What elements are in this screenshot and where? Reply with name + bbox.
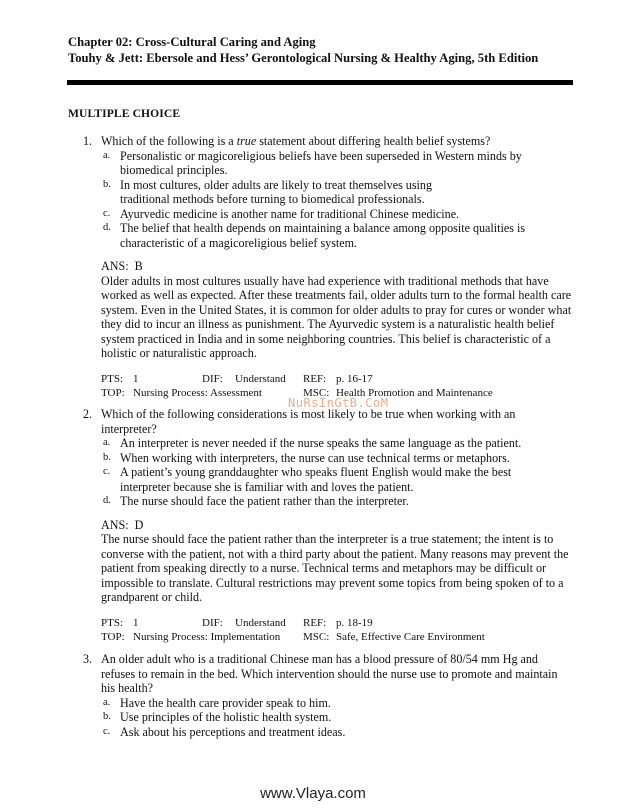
pts-label: PTS: — [101, 372, 124, 385]
option-text: Ayurvedic medicine is another name for traditional Chinese medicine. — [120, 206, 460, 221]
option-a — [83, 149, 573, 178]
book-title: Touhy & Jett: Ebersole and Hess’ Gerontological Nursing & Healthy Aging, 5th Edition — [68, 50, 539, 65]
option-text: Ask about his perceptions and treatment ideas. — [120, 724, 346, 739]
answer-value: D — [134, 517, 144, 532]
question-number: 2. — [83, 407, 93, 421]
option-text: Personalistic or magicoreligious beliefs have been superseded in Western minds by biomedical principles. — [120, 148, 522, 177]
option-letter: c. — [103, 725, 111, 737]
question-stem — [83, 407, 573, 436]
option-text: When working with interpreters, the nurse can use technical terms or metaphors. — [120, 450, 510, 465]
footer-url[interactable]: www.Vlaya.com — [260, 785, 366, 802]
stem-text: statement about differing health belief systems? — [256, 134, 491, 148]
option-b — [83, 710, 573, 725]
option-c — [83, 725, 573, 740]
dif-label: DIF: — [202, 616, 223, 629]
question-3 — [83, 652, 573, 739]
option-letter: c. — [103, 466, 111, 477]
msc-value: Health Promotion and Maintenance — [336, 386, 493, 399]
meta-row-1 — [101, 372, 573, 386]
stem-text: Which of the following is a — [101, 134, 237, 148]
option-text: A patient’s young granddaughter who speaks fluent English would make the best interpreter because she is familiar with and loves the patient. — [120, 465, 512, 494]
ref-value: p. 18-19 — [336, 616, 373, 629]
option-c — [83, 207, 573, 222]
option-letter: b. — [103, 711, 111, 722]
option-text: In most cultures, older adults are likely to treat themselves using traditional methods before turning to biomedical professionals. — [120, 177, 433, 206]
question-2 — [83, 407, 573, 644]
option-a — [83, 436, 573, 451]
pts-value: 1 — [133, 372, 139, 385]
option-letter: b. — [103, 451, 111, 463]
option-c — [83, 465, 573, 494]
pts-label: PTS: — [101, 616, 124, 629]
top-value: Nursing Process: Implementation — [133, 630, 281, 643]
top-value: Nursing Process: Assessment — [133, 386, 262, 399]
question-number: 3. — [83, 652, 93, 666]
rationale: The nurse should face the patient rather than the interpreter is a true statement; the intent is to converse with the patient, not with a third party about the patient. Many reasons may prevent the patient from speaking directly to a nurse. Technical terms and metaphors may be difficult or impossible to translate. Cultural restrictions may prevent some topics from being spoken of to a grandparent or child. — [101, 532, 569, 604]
answer-label: ANS: — [101, 517, 129, 532]
msc-label: MSC: — [303, 386, 330, 399]
answer-label: ANS: — [101, 259, 129, 273]
rationale: Older adults in most cultures usually have had experience with traditional methods that have worked as well as expected. After these treatments fail, older adults turn to the formal health care system. Even in the United States, it is common for older adults to pray for cures or wonder what they did to incur an illness as punishment. The Ayurvedic system is a naturalistic health belief system practiced in India and in some neighboring countries. This belief is characteristic of a holistic or naturalistic approach. — [101, 273, 572, 360]
question-meta — [83, 616, 573, 644]
chapter-title: Chapter 02: Cross-Cultural Caring and Aging — [68, 35, 316, 49]
option-letter: d. — [103, 495, 111, 506]
option-text: The nurse should face the patient rather than the interpreter. — [120, 494, 409, 508]
question-1 — [83, 134, 573, 400]
option-b — [83, 451, 573, 466]
header-rule — [67, 80, 573, 85]
option-letter: c. — [103, 207, 111, 219]
option-text: The belief that health depends on maintaining a balance among opposite qualities is characteristic of a magicoreligious belief system. — [120, 221, 526, 250]
msc-value: Safe, Effective Care Environment — [336, 630, 485, 643]
option-d — [83, 494, 573, 509]
question-number: 1. — [83, 134, 93, 148]
option-a — [83, 696, 573, 711]
option-letter: a. — [103, 149, 111, 161]
meta-row-1 — [101, 616, 573, 630]
ref-label: REF: — [303, 372, 327, 385]
option-letter: a. — [103, 437, 111, 448]
dif-value: Understand — [235, 372, 286, 385]
option-text: Have the health care provider speak to him. — [120, 695, 331, 710]
top-label: TOP: — [101, 386, 125, 399]
option-letter: d. — [103, 222, 111, 233]
option-b — [83, 178, 573, 207]
question-stem — [83, 134, 573, 149]
watermark: NuRsInGtB.CoM — [288, 396, 389, 410]
stem-text: An older adult who is a traditional Chinese man has a blood pressure of 80/54 mm Hg and refuses to remain in the bed. Which intervention should the nurse use to promote and maintain his health? — [101, 652, 558, 695]
answer-line — [83, 259, 573, 274]
stem-emphasis: true — [236, 134, 257, 148]
stem-text: Which of the following considerations is most likely to be true when working with an interpreter? — [101, 407, 516, 436]
dif-value: Understand — [235, 616, 286, 629]
msc-label: MSC: — [303, 630, 330, 643]
answer-line — [83, 518, 573, 533]
answer-value: B — [134, 259, 143, 273]
option-letter: b. — [103, 178, 111, 190]
pts-value: 1 — [133, 616, 139, 629]
meta-row-2 — [101, 630, 573, 644]
ref-label: REF: — [303, 616, 327, 629]
option-letter: a. — [103, 696, 111, 708]
document-header — [68, 35, 573, 66]
ref-value: p. 16-17 — [336, 372, 373, 385]
section-title: MULTIPLE CHOICE — [68, 107, 181, 120]
option-text: Use principles of the holistic health system. — [120, 710, 332, 724]
option-text: An interpreter is never needed if the nurse speaks the same language as the patient. — [120, 436, 522, 450]
top-label: TOP: — [101, 630, 125, 643]
dif-label: DIF: — [202, 372, 223, 385]
option-d — [83, 221, 573, 250]
question-stem — [83, 652, 573, 696]
